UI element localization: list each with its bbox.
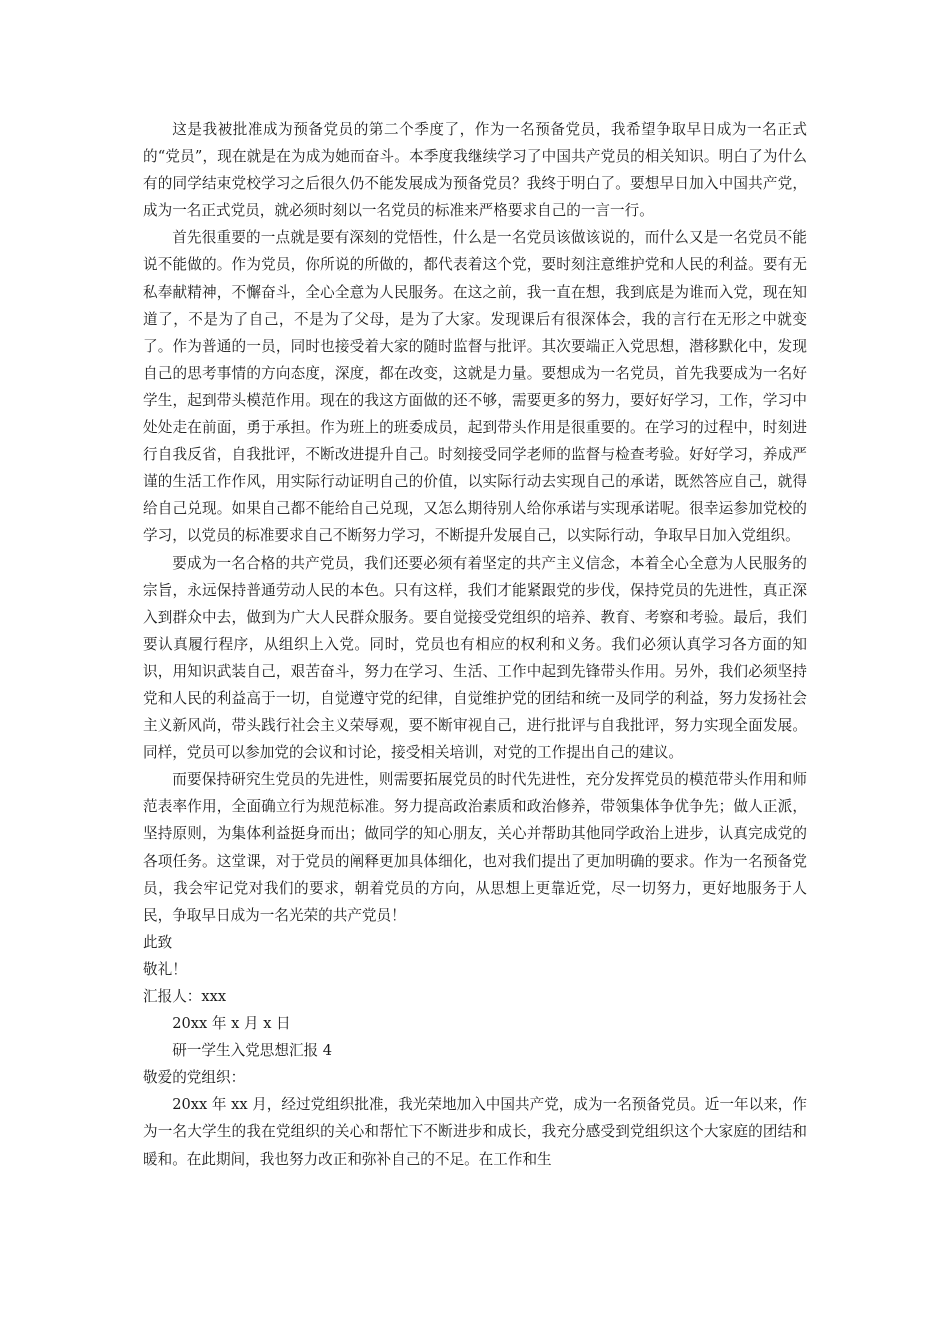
body-paragraph-2: 首先很重要的一点就是要有深刻的党悟性，什么是一名党员该做该说的，而什么又是一名党员不能说不能做的。作为党员，你所说的所做的，都代表着这个党，要时刻注意维护党和人民的利益。要有无私奉献精神，不懈奋斗，全心全意为人民服务。在这之前，我一直在想，我到底是为谁而入党，现在知道了，不是为了自己，不是为了父母，是为了大家。发现课后有很深体会，我的言行在无形之中就变了。作为普通的一员，同时也接受着大家的随时监督与批评。其次要端正入党思想，潜移默化中，发现自己的思考事情的方向态度，深度，都在改变，这就是力量。要想成为一名党员，首先我要成为一名好学生，起到带头模范作用。现在的我这方面做的还不够，需要更多的努力，要好好学习，工作，学习中处处走在前面，勇于承担。作为班上的班委成员，起到带头作用是很重要的。在学习的过程中，时刻进行自我反省，自我批评，不断改进提升自己。时刻接受同学老师的监督与检查考验。好好学习，养成严谨的生活工作作风，用实际行动证明自己的价值，以实际行动去实现自己的承诺，既然答应自己，就得给自己兑现。如果自己都不能给自己兑现，又怎么期待别人给你承诺与实现承诺呢。很幸运参加党校的学习，以党员的标准要求自己不断努力学习，不断提升发展自己，以实际行动，争取早日加入党组织。 [143, 229, 807, 545]
body-paragraph-4: 而要保持研究生党员的先进性，则需要拓展党员的时代先进性，充分发挥党员的模范带头作用和师范表率作用，全面确立行为规范标准。努力提高政治素质和政治修养，带领集体争优争先；做人正派，坚持原则，为集体利益挺身而出；做同学的知心朋友，关心并帮助其他同学政治上进步，认真完成党的各项任务。这堂课，对于党员的阐释更加具体细化，也对我们提出了更加明确的要求。作为一名预备党员，我会牢记党对我们的要求，朝着党员的方向，从思想上更靠近党，尽一切努力，更好地服务于人民，争取早日成为一名光荣的共产党员！ [143, 771, 807, 924]
date-line: 20xx 年 x 月 x 日 [172, 1015, 291, 1033]
salute-line: 敬礼！ [143, 960, 187, 978]
greeting-line: 敬爱的党组织： [143, 1069, 246, 1087]
body-paragraph-1: 这是我被批准成为预备党员的第二个季度了，作为一名预备党员，我希望争取早日成为一名正式的“党员”，现在就是在为成为她而奋斗。本季度我继续学习了中国共产党员的相关知识。明白了为什么有的同学结束党校学习之后很久仍不能发展成为预备党员？我终于明白了。要想早日加入中国共产党，成为一名正式党员，就必须时刻以一名党员的标准来严格要求自己的一言一行。 [143, 121, 807, 220]
body-paragraph-3: 要成为一名合格的共产党员，我们还要必须有着坚定的共产主义信念，本着全心全意为人民服务的宗旨，永远保持普通劳动人民的本色。只有这样，我们才能紧跟党的步伐，保持党员的先进性，真正深入到群众中去，做到为广大人民群众服务。要自觉接受党组织的培养、教育、考察和考验。最后，我们要认真履行程序，从组织上入党。同时，党员也有相应的权利和义务。我们必须认真学习各方面的知识，用知识武装自己，艰苦奋斗，努力在学习、生活、工作中起到先锋带头作用。另外，我们必须坚持党和人民的利益高于一切，自觉遵守党的纪律，自觉维护党的团结和统一及同学的利益，努力发扬社会主义新风尚，带头践行社会主义荣辱观，要不断审视自己，进行批评与自我批评，努力实现全面发展。同样，党员可以参加党的会议和讨论，接受相关培训，对党的工作提出自己的建议。 [143, 554, 807, 762]
next-report-title: 研一学生入党思想汇报 4 [172, 1042, 333, 1060]
closing-line: 此致 [143, 933, 173, 951]
document-page [143, 116, 807, 1173]
next-report-paragraph: 20xx 年 xx 月，经过党组织批准，我光荣地加入中国共产党，成为一名预备党员。近一年以来，作为一名大学生的我在党组织的关心和帮忙下不断进步和成长，我充分感受到党组织这个大家庭的团结和暖和。在此期间，我也努力改正和弥补自己的不足。在工作和生 [143, 1096, 807, 1168]
reporter-line: 汇报人：xxx [143, 988, 227, 1005]
